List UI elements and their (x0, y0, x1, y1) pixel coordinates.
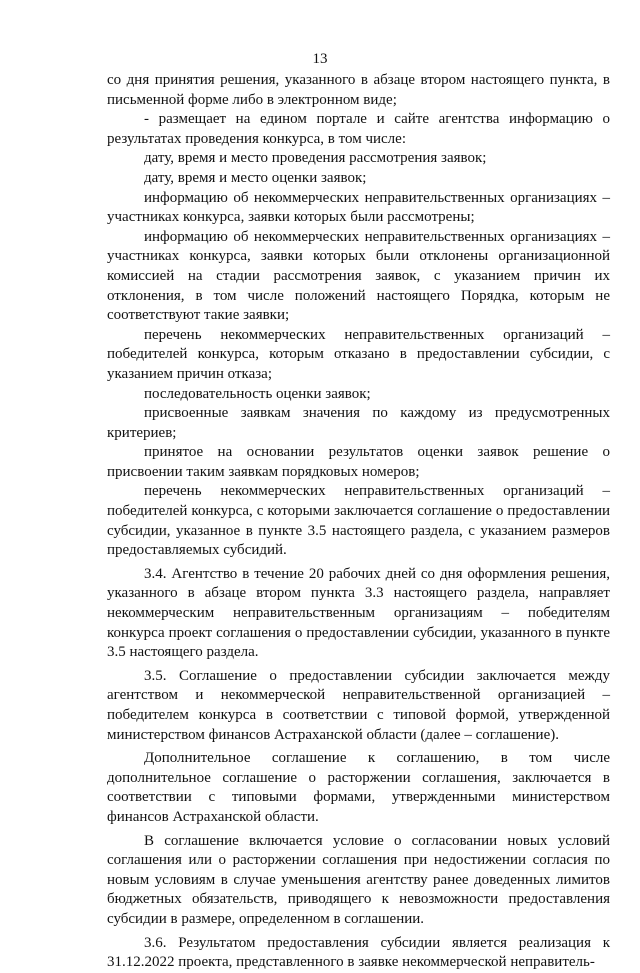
paragraph: В соглашение включается условие о согласовании новых условий соглашения или о расторжении соглашения при недостижении согласия по новым условиям в случае уменьшения агентству ранее доведенных лимитов бюджетных обязательств, приводящего к невозможности предоставления субсидии в размере, определенном в соглашении. (107, 832, 610, 927)
paragraph: последовательность оценки заявок; (144, 385, 371, 402)
paragraph: перечень некоммерческих неправительственных организаций – победителей конкурса, с которыми заключается соглашение о предоставлении субсидии, указанное в пункте 3.5 настоящего раздела, с указанием размеров предоставляемых субсидий. (107, 483, 610, 559)
paragraph: 3.6. Результатом предоставления субсидии является реализация к 31.12.2022 проекта, представленного в заявке некоммерческой неправитель- (107, 934, 610, 971)
paragraph: присвоенные заявкам значения по каждому из предусмотренных критериев; (107, 405, 610, 441)
page-number: 13 (312, 51, 328, 67)
paragraph: 3.4. Агентство в течение 20 рабочих дней со дня оформления решения, указанного в абзаце втором пункта 3.3 настоящего раздела, направляет некоммерческим неправительственным организациям – победителям конкурса проект соглашения о предоставлении субсидии, указанного в пункте 3.5 настоящего раздела. (107, 565, 610, 661)
paragraph: дату, время и место оценки заявок; (144, 169, 367, 186)
paragraph: Дополнительное соглашение к соглашению, в том числе дополнительное соглашение о расторжении соглашения, заключается в соответствии с типовыми формами, утвержденными министерством финансов Астраханской области. (107, 750, 610, 825)
document-body (107, 71, 610, 973)
paragraph: информацию об некоммерческих неправительственных организациях – участниках конкурса, заявки которых были отклонены организационной комиссией на стадии рассмотрения заявок, с указанием причин их отклонения, в том числе положений настоящего Порядка, которым не соответствуют такие заявки; (107, 228, 610, 324)
paragraph: 3.5. Соглашение о предоставлении субсидии заключается между агентством и некоммерческой неправительственной организацией – победителем конкурса в соответствии с типовой формой, утвержденной министерством финансов Астраханской области (далее – соглашение). (107, 667, 610, 743)
paragraph: - размещает на едином портале и сайте агентства информацию о результатах проведения конкурса, в том числе: (107, 111, 610, 147)
paragraph: принятое на основании результатов оценки заявок решение о присвоении таким заявкам порядковых номеров; (107, 444, 610, 480)
paragraph: дату, время и место проведения рассмотрения заявок; (144, 150, 487, 167)
paragraph: перечень некоммерческих неправительственных организаций – победителей конкурса, которым отказано в предоставлении субсидии, с указанием причин отказа; (107, 326, 610, 382)
paragraph: информацию об некоммерческих неправительственных организациях – участниках конкурса, заявки которых были рассмотрены; (107, 189, 610, 226)
paragraph: со дня принятия решения, указанного в абзаце втором настоящего пункта, в письменной форме либо в электронном виде; (107, 72, 610, 108)
